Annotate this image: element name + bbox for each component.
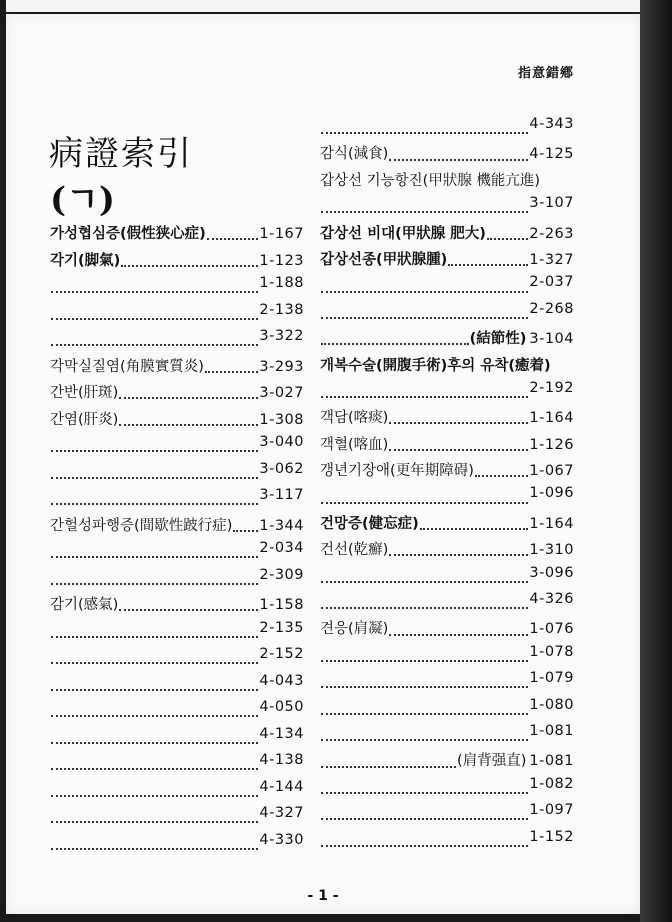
left-index-column <box>50 222 304 858</box>
index-entry <box>320 723 574 749</box>
entry-term: 갑상선종(甲狀腺腫) <box>320 251 448 268</box>
index-entry <box>320 248 574 274</box>
dot-leader <box>51 848 258 850</box>
dot-leader <box>51 318 258 320</box>
index-entry <box>50 275 304 302</box>
entry-term: 감기(感氣) <box>50 597 119 613</box>
entry-page-ref: 2-268 <box>529 300 574 317</box>
right-index-column <box>320 116 574 855</box>
dot-leader <box>321 792 528 794</box>
index-entry <box>50 461 304 488</box>
entry-page-ref: 3-096 <box>529 564 574 581</box>
entry-page-ref: 1-158 <box>259 597 304 613</box>
index-entry <box>320 327 574 353</box>
dot-leader <box>321 291 528 293</box>
index-entry <box>320 512 574 538</box>
entry-page-ref: 1-082 <box>529 775 574 792</box>
index-entry <box>320 591 574 617</box>
index-entry <box>50 620 304 647</box>
dot-leader <box>51 291 258 293</box>
entry-page-ref: 4-125 <box>529 146 574 163</box>
entry-term: 감식(減食) <box>320 146 389 163</box>
entry-page-ref: 1-344 <box>259 517 304 534</box>
index-entry <box>50 646 304 673</box>
entry-page-ref: 2-037 <box>529 274 574 291</box>
index-entry <box>50 593 304 620</box>
entry-page-ref: 1-081 <box>529 722 574 739</box>
entry-page-ref: 3-117 <box>259 487 304 503</box>
entry-qualifier: (肩背强直) <box>457 753 527 770</box>
dot-leader <box>389 554 528 556</box>
entry-qualifier: (結節性) <box>469 331 527 348</box>
dot-leader <box>51 715 258 717</box>
dot-leader <box>321 660 528 662</box>
index-entry <box>50 434 304 461</box>
entry-term: 각막실질염(角膜實質炎) <box>50 358 204 375</box>
index-entry <box>320 301 574 327</box>
entry-page-ref: 4-050 <box>259 699 304 715</box>
entry-term: 간염(肝炎) <box>50 411 119 428</box>
entry-page-ref: 1-308 <box>259 411 304 428</box>
dot-leader <box>119 397 258 399</box>
entry-page-ref: 2-152 <box>259 646 304 662</box>
entry-page-ref: 4-134 <box>259 725 304 742</box>
dot-leader <box>51 768 258 770</box>
dot-leader <box>487 238 528 240</box>
entry-page-ref: 3-027 <box>259 385 304 401</box>
entry-page-ref: 4-326 <box>529 591 574 608</box>
dot-leader <box>448 264 528 266</box>
dot-leader <box>321 211 528 213</box>
dot-leader <box>321 713 528 715</box>
dot-leader <box>389 159 528 161</box>
dot-leader <box>389 422 528 424</box>
index-entry <box>320 697 574 723</box>
dot-leader <box>420 528 529 530</box>
entry-term: 건망증(健忘症) <box>320 515 419 532</box>
dot-leader <box>121 265 258 267</box>
dot-leader <box>321 343 469 345</box>
entry-page-ref: 3-293 <box>259 358 304 375</box>
dot-leader <box>51 795 258 797</box>
entry-term: 객담(喀痰) <box>320 410 389 427</box>
entry-page-ref: 2-263 <box>529 225 574 242</box>
entry-page-ref: 2-034 <box>259 540 304 556</box>
entry-page-ref: 4-343 <box>529 116 574 132</box>
entry-page-ref: 3-107 <box>529 195 574 212</box>
section-heading: (ㄱ) <box>50 180 116 220</box>
index-entry <box>320 169 574 195</box>
index-entry <box>320 195 574 221</box>
entry-page-ref: 1-097 <box>529 802 574 819</box>
dot-leader <box>51 662 258 664</box>
dot-leader <box>321 502 528 504</box>
index-entry <box>50 514 304 541</box>
dot-leader <box>321 739 528 741</box>
dot-leader <box>51 821 258 823</box>
entry-term: 각기(脚氣) <box>50 252 121 269</box>
entry-page-ref: 1-164 <box>529 515 574 532</box>
entry-page-ref: 1-152 <box>529 828 574 845</box>
index-entry <box>50 381 304 408</box>
running-header: 指意錯鄕 <box>517 66 574 81</box>
index-page <box>6 14 640 914</box>
dot-leader <box>321 818 528 820</box>
dot-leader <box>321 766 456 768</box>
index-entry <box>320 644 574 670</box>
scanner-edge-shadow <box>640 0 672 922</box>
dot-leader <box>321 396 528 398</box>
index-entry <box>320 538 574 564</box>
index-entry <box>320 617 574 643</box>
index-entry <box>50 222 304 249</box>
entry-page-ref: 3-062 <box>259 460 304 477</box>
index-entry <box>50 699 304 726</box>
entry-page-ref: 3-322 <box>259 328 304 344</box>
index-entry <box>320 433 574 459</box>
entry-page-ref: 4-327 <box>259 805 304 821</box>
entry-page-ref: 2-309 <box>259 566 304 583</box>
entry-page-ref: 4-043 <box>259 672 304 689</box>
dot-leader <box>205 371 259 373</box>
entry-page-ref: 1-188 <box>259 275 304 291</box>
entry-page-ref: 1-167 <box>259 226 304 242</box>
entry-term: 갑상선 기능항진(甲狀腺 機能亢進) <box>320 172 541 189</box>
dot-leader <box>389 634 528 636</box>
index-entry <box>50 752 304 779</box>
index-entry <box>320 459 574 485</box>
index-entry <box>320 485 574 511</box>
index-entry <box>320 222 574 248</box>
dot-leader <box>51 477 258 479</box>
entry-page-ref: 1-076 <box>529 621 574 638</box>
entry-term: 건선(乾癬) <box>320 542 389 559</box>
index-entry <box>50 540 304 567</box>
index-entry <box>320 274 574 300</box>
dot-leader <box>207 238 259 240</box>
index-entry <box>320 565 574 591</box>
entry-page-ref: 1-164 <box>529 410 574 427</box>
entry-page-ref: 1-079 <box>529 670 574 687</box>
dot-leader <box>233 530 258 532</box>
entry-term: 간반(肝斑) <box>50 385 119 401</box>
dot-leader <box>119 424 258 426</box>
entry-page-ref: 1-080 <box>529 696 574 713</box>
dot-leader <box>51 742 258 744</box>
index-entry <box>50 249 304 276</box>
dot-leader <box>321 686 528 688</box>
dot-leader <box>51 689 258 691</box>
dot-leader <box>475 475 529 477</box>
index-entry <box>50 673 304 700</box>
dot-leader <box>119 609 258 611</box>
dot-leader <box>51 556 258 558</box>
dot-leader <box>321 132 528 134</box>
index-entry <box>320 380 574 406</box>
index-entry <box>50 408 304 435</box>
entry-page-ref: 1-096 <box>529 485 574 502</box>
index-entry <box>50 487 304 514</box>
dot-leader <box>51 344 258 346</box>
entry-term: 가성협심증(假性狭心症) <box>50 226 206 242</box>
entry-term: 개복수술(開腹手術)후의 유착(癒着) <box>320 357 551 374</box>
dot-leader <box>51 503 258 505</box>
page-number: - 1 - <box>307 888 339 904</box>
index-title: 病證索引 <box>49 134 193 174</box>
entry-page-ref: 2-138 <box>259 301 304 318</box>
index-entry <box>320 670 574 696</box>
dot-leader <box>389 449 528 451</box>
entry-page-ref: 2-135 <box>259 619 304 636</box>
entry-term: 갑상선 비대(甲狀腺 肥大) <box>320 225 486 242</box>
index-entry <box>320 802 574 828</box>
index-entry <box>50 567 304 594</box>
index-entry <box>50 726 304 753</box>
index-entry <box>320 829 574 855</box>
page-top-strip <box>6 0 640 12</box>
entry-page-ref: 3-104 <box>529 331 574 348</box>
entry-page-ref: 2-192 <box>529 379 574 396</box>
entry-page-ref: 4-330 <box>259 831 304 848</box>
dot-leader <box>321 845 528 847</box>
entry-term: 간헐성파행증(間歇性跛行症) <box>50 517 233 534</box>
dot-leader <box>321 607 528 609</box>
dot-leader <box>321 317 528 319</box>
index-entry <box>50 832 304 859</box>
index-entry <box>50 302 304 329</box>
dot-leader <box>51 583 258 585</box>
index-entry <box>50 328 304 355</box>
index-entry <box>320 776 574 802</box>
dot-leader <box>51 636 258 638</box>
index-entry <box>50 355 304 382</box>
entry-page-ref: 1-327 <box>529 251 574 268</box>
entry-page-ref: 1-078 <box>529 643 574 660</box>
entry-page-ref: 3-040 <box>259 434 304 450</box>
entry-page-ref: 1-123 <box>259 252 304 269</box>
index-entry <box>320 142 574 168</box>
entry-term: 견응(肩凝) <box>320 621 389 638</box>
index-entry <box>320 354 574 380</box>
entry-page-ref: 1-081 <box>529 753 574 770</box>
dot-leader <box>321 581 528 583</box>
index-entry <box>50 779 304 806</box>
index-entry <box>50 805 304 832</box>
dot-leader <box>51 450 258 452</box>
entry-term: 갱년기장애(更年期障碍) <box>320 463 474 480</box>
index-entry <box>320 406 574 432</box>
entry-page-ref: 1-067 <box>529 463 574 480</box>
index-entry <box>320 116 574 142</box>
entry-page-ref: 1-310 <box>529 542 574 559</box>
entry-page-ref: 1-126 <box>529 436 574 453</box>
entry-term: 객혈(喀血) <box>320 436 389 453</box>
entry-page-ref: 4-144 <box>259 778 304 795</box>
index-entry <box>320 749 574 775</box>
entry-page-ref: 4-138 <box>259 752 304 768</box>
